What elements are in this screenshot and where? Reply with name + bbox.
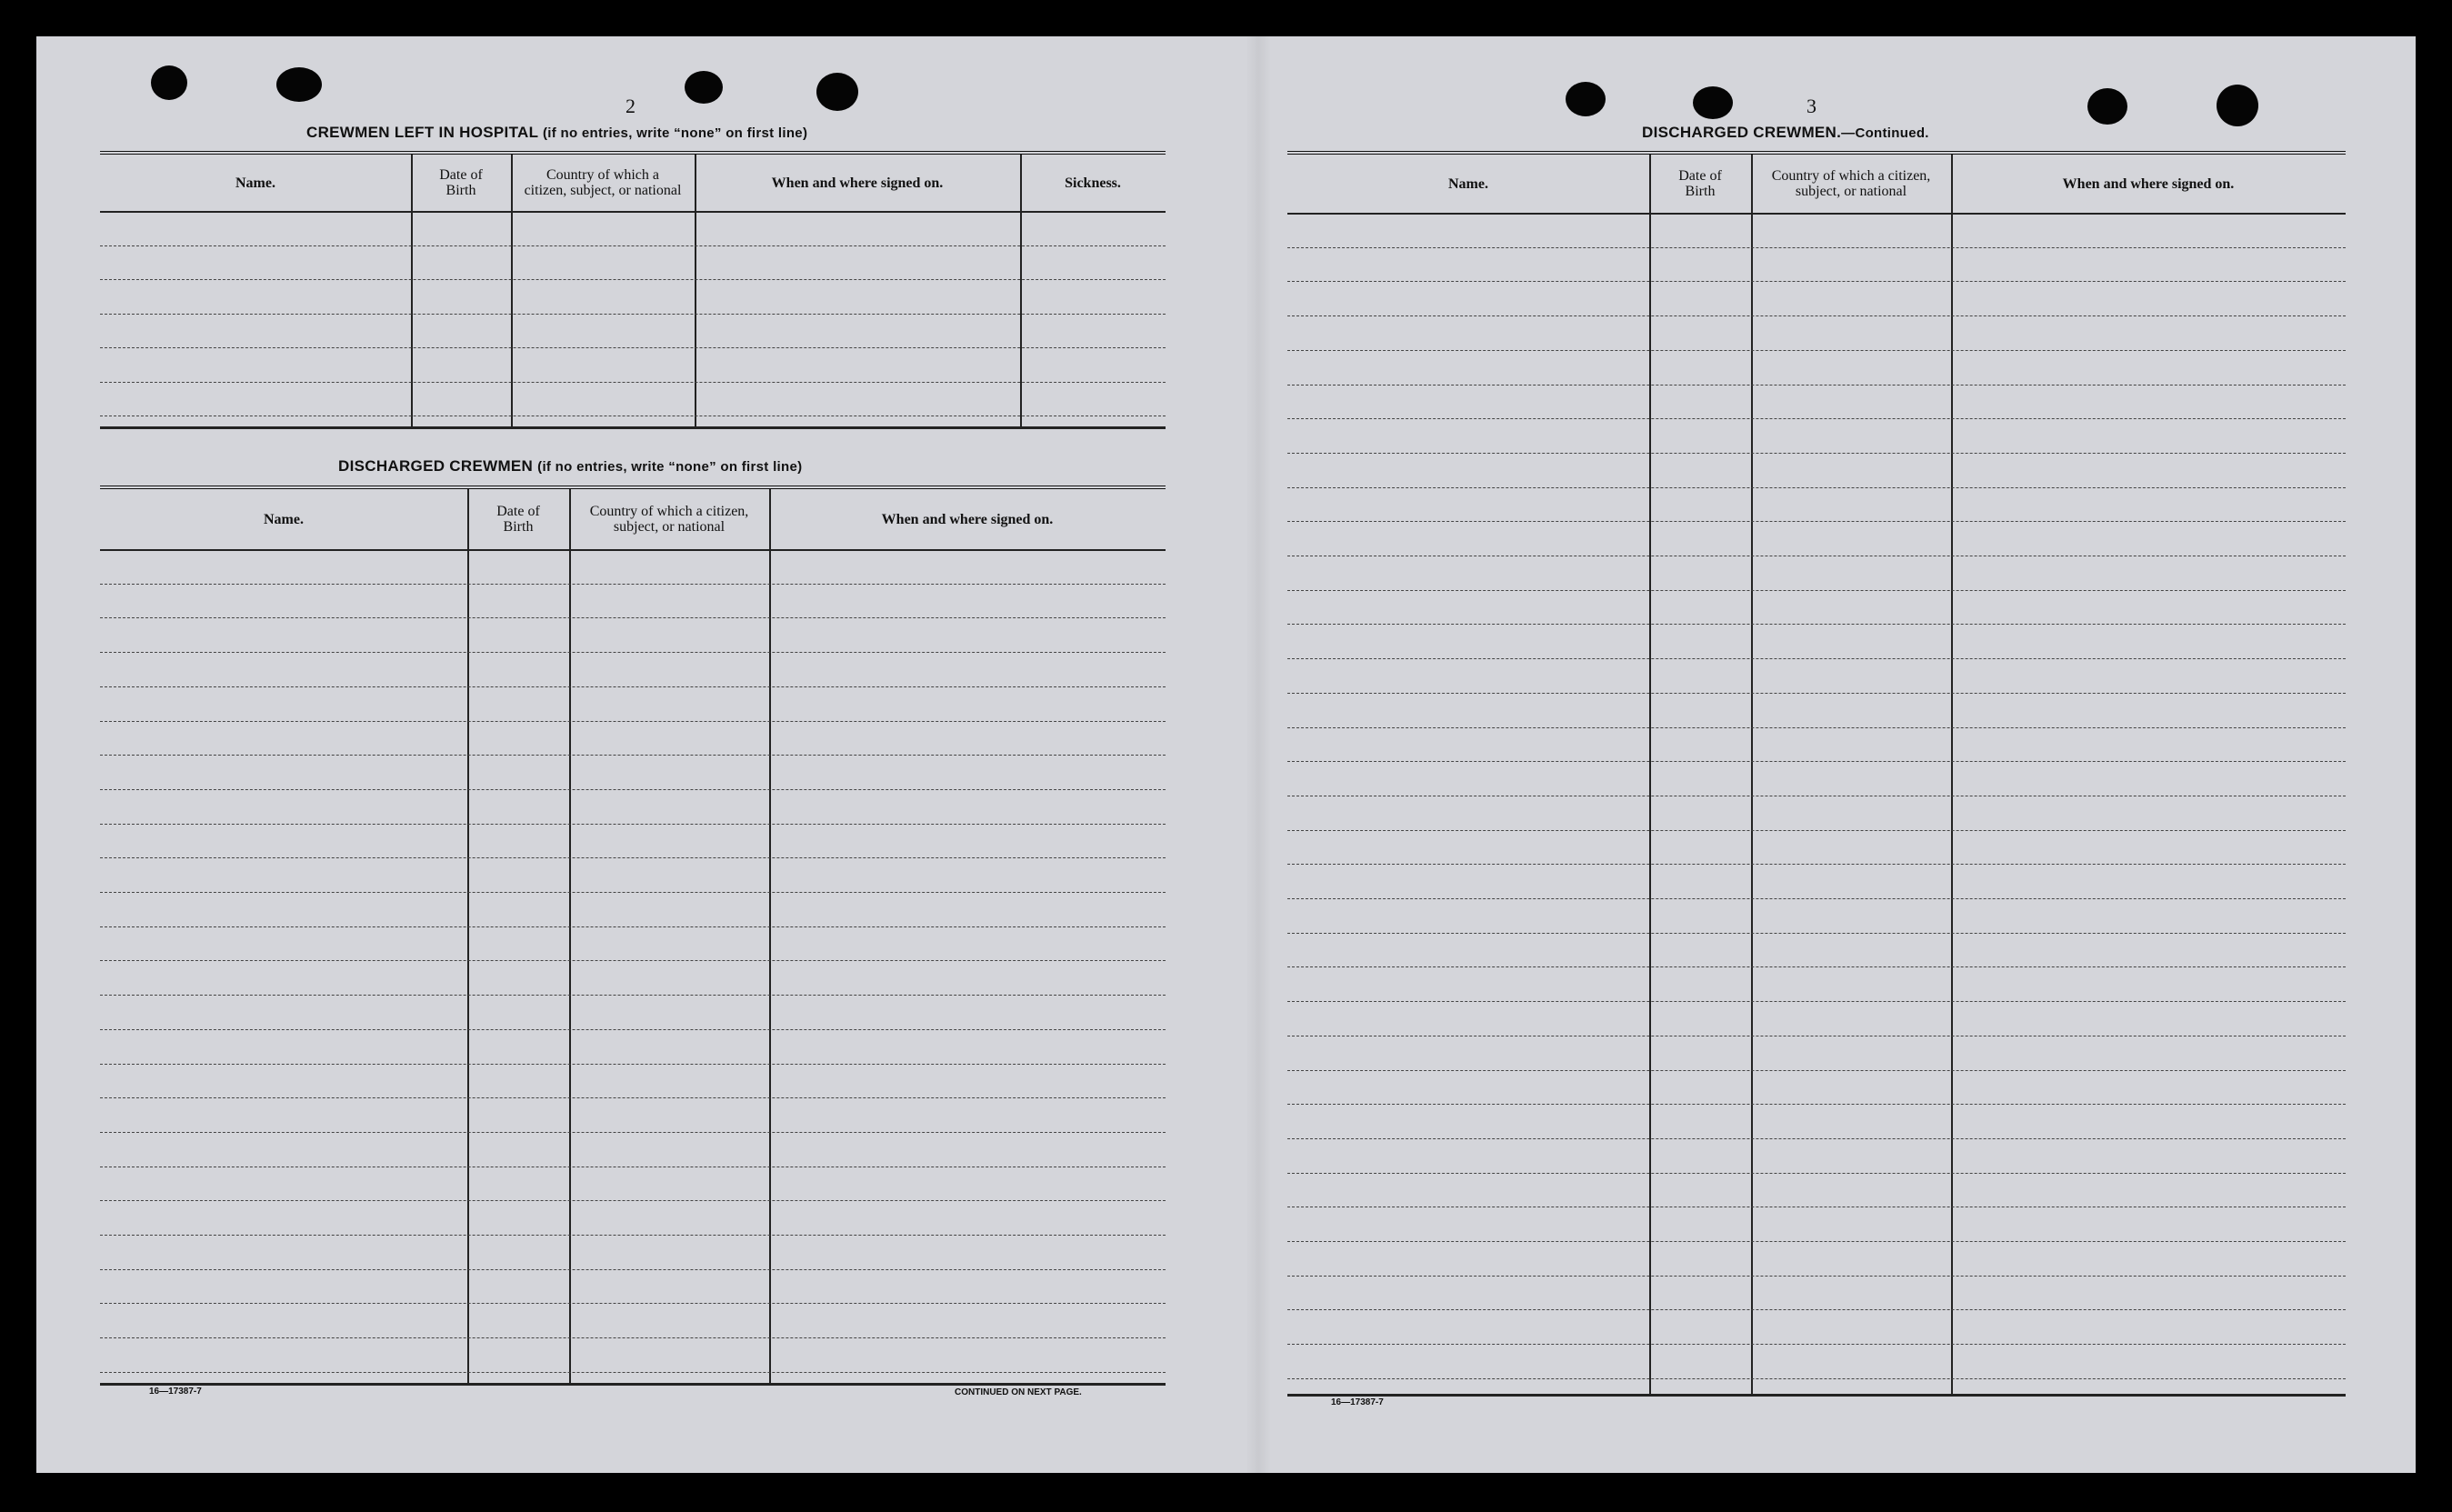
entry-line xyxy=(100,617,1166,618)
entry-line xyxy=(100,926,1166,927)
punch-hole xyxy=(816,73,858,111)
column-divider xyxy=(511,155,513,429)
entry-line xyxy=(100,382,1166,383)
entry-line xyxy=(1287,1173,2346,1174)
punch-hole xyxy=(276,67,322,102)
discharged-continued-title xyxy=(1642,124,1929,142)
entry-line xyxy=(1287,1241,2346,1242)
document-paper xyxy=(36,36,2416,1473)
header-name: Name. xyxy=(235,175,275,191)
entry-line xyxy=(100,960,1166,961)
discharged-title-main: DISCHARGED CREWMEN xyxy=(338,457,534,475)
column-divider xyxy=(411,155,413,429)
header-name: Name. xyxy=(1448,175,1488,192)
entry-line xyxy=(1287,281,2346,282)
column-divider xyxy=(1951,155,1953,1397)
entry-line xyxy=(1287,898,2346,899)
entry-line xyxy=(1287,418,2346,419)
entry-line xyxy=(100,1372,1166,1373)
entry-line xyxy=(100,279,1166,280)
entry-line xyxy=(1287,966,2346,967)
punch-hole xyxy=(2087,88,2127,125)
header-signed-on: When and where signed on. xyxy=(2062,175,2235,192)
entry-line xyxy=(100,314,1166,315)
column-divider xyxy=(1751,155,1753,1397)
punch-hole xyxy=(151,65,187,100)
entry-line xyxy=(100,347,1166,348)
entry-line xyxy=(100,1132,1166,1133)
entry-line xyxy=(1287,590,2346,591)
column-divider xyxy=(467,489,469,1386)
entry-line xyxy=(1287,1001,2346,1002)
entry-line xyxy=(1287,830,2346,831)
column-divider xyxy=(769,489,771,1386)
continued-title-main: DISCHARGED CREWMEN. xyxy=(1642,124,1842,141)
entry-line xyxy=(100,1097,1166,1098)
entry-line xyxy=(100,245,1166,246)
column-divider xyxy=(1020,155,1022,429)
entry-line xyxy=(1287,1378,2346,1379)
entry-line xyxy=(1287,624,2346,625)
form-number-left: 16—17387-7 xyxy=(149,1387,202,1397)
page-fold xyxy=(1246,36,1271,1473)
entry-line xyxy=(100,755,1166,756)
entry-line xyxy=(1287,521,2346,522)
entry-line xyxy=(100,1337,1166,1338)
column-divider xyxy=(695,155,696,429)
page-number-right: 3 xyxy=(1806,95,1816,117)
punch-hole xyxy=(685,71,723,104)
entry-line xyxy=(100,1029,1166,1030)
column-divider xyxy=(1649,155,1651,1397)
entry-line xyxy=(100,857,1166,858)
hospital-section-title xyxy=(306,124,807,142)
form-number-right: 16—17387-7 xyxy=(1331,1397,1384,1407)
header-country: Country of which a citizen, subject, or national xyxy=(589,504,749,535)
entry-line xyxy=(1287,727,2346,728)
discharged-title-note: (if no entries, write “none” on first line) xyxy=(537,459,803,475)
hospital-table xyxy=(100,151,1166,429)
entry-line xyxy=(1287,693,2346,694)
entry-line xyxy=(100,892,1166,893)
discharged-section-title xyxy=(338,457,802,476)
table-bottom-rule xyxy=(100,426,1166,429)
hospital-title-note: (if no entries, write “none” on first line) xyxy=(542,125,808,141)
entry-line xyxy=(100,1303,1166,1304)
page-number-left: 2 xyxy=(626,95,636,117)
header-sickness: Sickness. xyxy=(1065,175,1121,191)
entry-line xyxy=(100,686,1166,687)
punch-hole xyxy=(1693,86,1733,119)
entry-line xyxy=(1287,247,2346,248)
entry-line xyxy=(1287,1344,2346,1345)
entry-line xyxy=(1287,315,2346,316)
entry-line xyxy=(1287,487,2346,488)
entry-line xyxy=(1287,453,2346,454)
table-bottom-rule xyxy=(100,1383,1166,1386)
entry-line xyxy=(1287,1104,2346,1105)
discharged-table-right xyxy=(1287,151,2346,1397)
entry-line xyxy=(1287,1138,2346,1139)
entry-line xyxy=(1287,1276,2346,1277)
entry-line xyxy=(100,824,1166,825)
header-signed-on: When and where signed on. xyxy=(881,511,1054,527)
entry-line xyxy=(100,584,1166,585)
entry-line xyxy=(1287,864,2346,865)
continued-title-note: —Continued. xyxy=(1841,125,1929,141)
punch-hole xyxy=(2217,85,2258,126)
header-country: Country of which a citizen, subject, or national xyxy=(1771,168,1931,199)
hospital-title-main: CREWMEN LEFT IN HOSPITAL xyxy=(306,124,538,141)
header-date-of-birth: Date of Birth xyxy=(1678,168,1722,199)
header-date-of-birth: Date of Birth xyxy=(439,167,483,198)
entry-line xyxy=(1287,1309,2346,1310)
continued-note: CONTINUED ON NEXT PAGE. xyxy=(955,1387,1082,1397)
header-date-of-birth: Date of Birth xyxy=(496,504,540,535)
entry-line xyxy=(1287,933,2346,934)
entry-line xyxy=(100,652,1166,653)
entry-line xyxy=(100,789,1166,790)
entry-line xyxy=(1287,1070,2346,1071)
header-country: Country of which a citizen, subject, or national xyxy=(524,167,682,198)
entry-line xyxy=(1287,761,2346,762)
entry-line xyxy=(1287,385,2346,386)
entry-line xyxy=(1287,658,2346,659)
entry-line xyxy=(100,1269,1166,1270)
column-divider xyxy=(569,489,571,1386)
entry-line xyxy=(1287,350,2346,351)
header-signed-on: When and where signed on. xyxy=(771,175,944,191)
discharged-table-left xyxy=(100,486,1166,1386)
entry-line xyxy=(100,721,1166,722)
header-name: Name. xyxy=(264,511,304,527)
entry-line xyxy=(100,1200,1166,1201)
entry-line xyxy=(100,1235,1166,1236)
table-bottom-rule xyxy=(1287,1394,2346,1397)
entry-line xyxy=(100,1064,1166,1065)
punch-hole xyxy=(1566,82,1606,116)
entry-line xyxy=(100,995,1166,996)
